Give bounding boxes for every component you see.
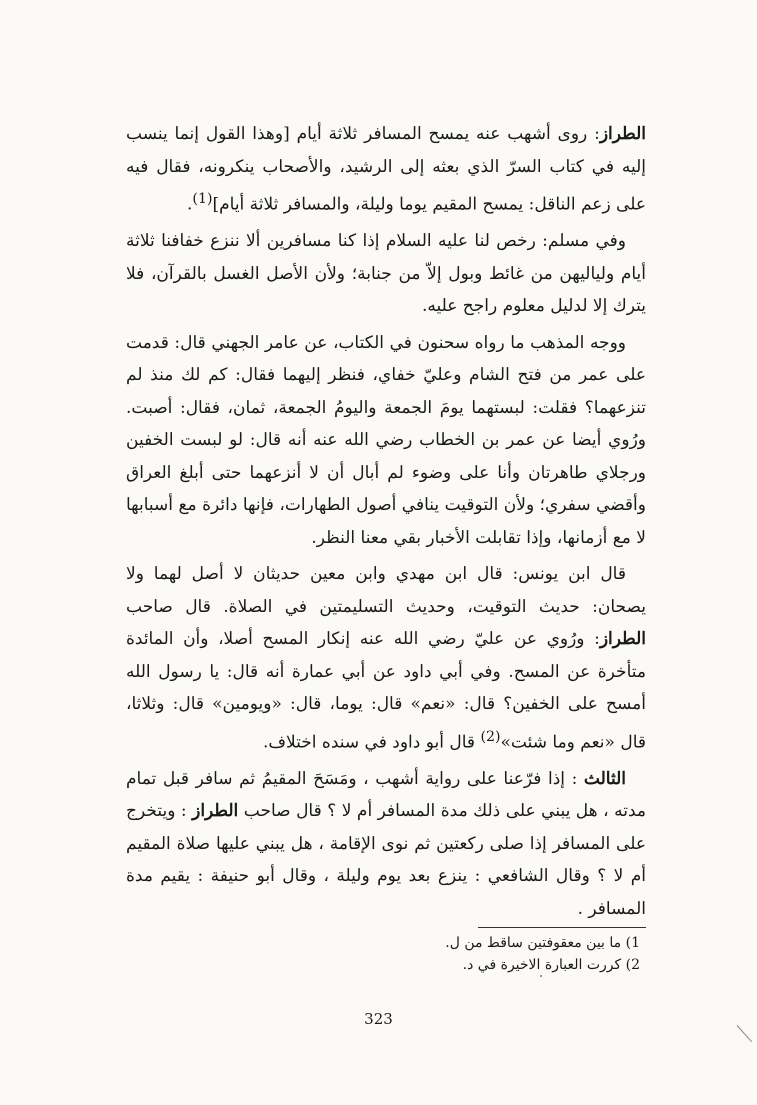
text-segment: الطراز <box>599 629 646 650</box>
text-segment: : إذا فرّعنا على رواية أشهب ، ومَسَحَ المقيمُ ثم سافر قبل تمام مدته ، هل يبني على ذلك مدة المسافر أم لا ؟ قال صاحب <box>126 768 646 822</box>
footnote-divider <box>478 927 646 928</box>
text-segment: الطراز <box>192 801 239 822</box>
text-segment: : روى أشهب عنه يمسح المسافر ثلاثة أيام [وهذا القول إنما ينسب إليه في كتاب السرّ الذي بعثه إلى الرشيد، والأصحاب ينكرونه، فقال فيه على زعم الناقل: يمسح المقيم يوما وليلة، والمسافر ثلاثة أيام] <box>126 124 646 215</box>
footnote-1: 1) ما بين معقوفتين ساقط من ل. <box>445 935 640 951</box>
footnote-ref: (1) <box>192 191 213 207</box>
text-segment: الثالث <box>583 768 626 789</box>
paragraph-3 <box>126 327 646 555</box>
text-segment: : ورُوي عن عليّ رضي الله عنه إنكار المسح أصلا، وأن المائدة متأخرة عن المسح. وفي أبي داود عن أبي عمارة أنه قال: يا رسول الله أمسح على الخفين؟ قال: «نعم» قال: يوما، قال: «ويومين» قال: وثلاثا، قال «نعم وما شئت» <box>126 629 646 753</box>
paragraph-4 <box>126 558 646 759</box>
scan-speck <box>540 975 542 977</box>
text-segment: قال أبو داود في سنده اختلاف. <box>263 732 481 753</box>
paragraph-5 <box>126 763 646 926</box>
paragraph-1 <box>126 118 646 221</box>
main-text <box>126 118 646 925</box>
text-segment: : ويتخرج على المسافر إذا صلى ركعتين ثم نوى الإقامة ، هل يبني عليها صلاة المقيم أم لا ؟ وقال الشافعي : ينزع بعد يوم وليلة ، وقال أبو حنيفة : يقيم مدة المسافر . <box>126 801 646 919</box>
text-segment: ووجه المذهب ما رواه سحنون في الكتاب، عن عامر الجهني قال: قدمت على عمر من فتح الشام وعليّ خفاي، فنظر إليهما فقال: كم لك منذ لم تنزعهما؟ فقلت: لبستهما يومَ الجمعة واليومُ الجمعة، ثمان، فقال: أصبت. ورُوي أيضا عن عمر بن الخطاب رضي الله عنه أنه قال: لو لبست الخفين ورجلاي طاهرتان وأنا على وضوء لم أبال أن لا أنزعهما حتى أبلغ العراق وأقضي سفري؛ ولأن التوقيت ينافي أصول الطهارات، فإنها دائرة مع أسبابها لا مع أزمانها، وإذا تقابلت الأخبار بقي معنا النظر. <box>126 332 646 548</box>
footnotes <box>300 932 640 976</box>
paragraph-2 <box>126 225 646 323</box>
footnote-2: 2) كررت العبارة الاخيرة في د. <box>462 957 640 973</box>
text-segment: قال ابن يونس: قال ابن مهدي وابن معين حديثان لا أصل لهما ولا يصحان: حديث التوقيت، وحديث التسليمتين في الصلاة. قال صاحب <box>126 564 646 617</box>
footnote-ref: (2) <box>480 728 501 745</box>
page-number: 323 <box>364 1010 393 1028</box>
text-segment: . <box>187 194 193 215</box>
text-segment: وفي مسلم: رخص لنا عليه السلام إذا كنا مسافرين ألا ننزع خفافنا ثلاثة أيام ولياليهن من غائط وبول إلاّ من جنابة؛ ولأن الأصل الغسل بالقرآن، فلا يترك إلا لدليل معلوم راجح عليه. <box>126 231 646 317</box>
text-segment: الطراز <box>599 124 646 144</box>
